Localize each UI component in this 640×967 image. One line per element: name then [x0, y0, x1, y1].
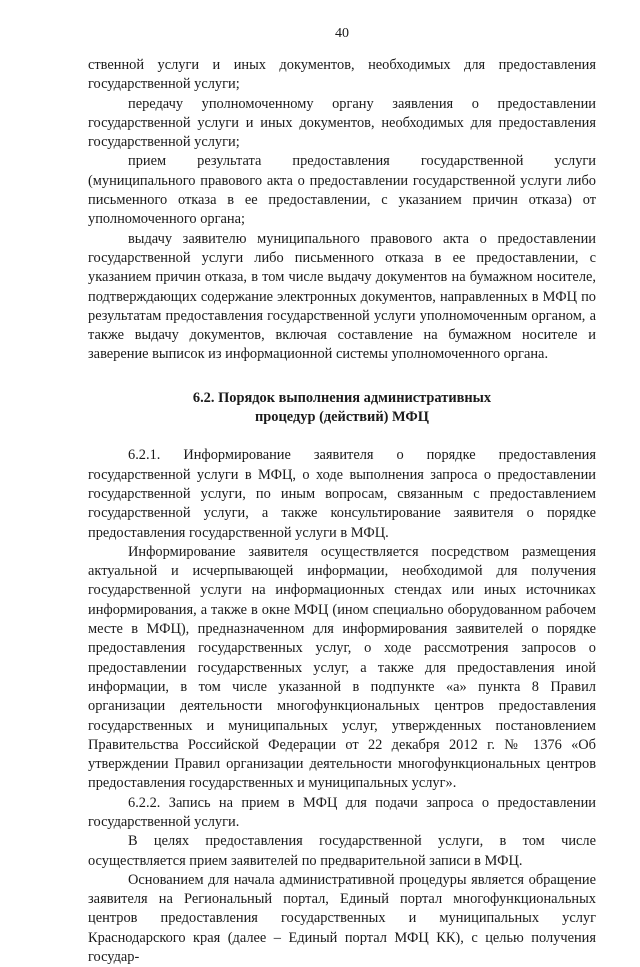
paragraph-basis: Основанием для начала административной процедуры является обращение заявителя на Региональный портал, Единый портал многофункциональных центров предоставления государственных и муниципальных услуг Краснодарского края (далее – Единый портал МФЦ КК), с целью получения государ-: [88, 871, 596, 966]
section-heading-line1: 6.2. Порядок выполнения административных: [192, 389, 492, 406]
paragraph-transfer: передачу уполномоченному органу заявления о предоставлении государственной услуги и иных документов, необходимых для предоставления государственной услуги;: [88, 95, 596, 151]
section-heading: [88, 389, 596, 428]
paragraph-receive-result: прием результата предоставления государственной услуги (муниципального правового акта о предоставлении государственной услуги либо письменного отказа в ее предоставлении, с указанием причин отказа) от уполномоченного органа;: [88, 153, 596, 228]
paragraph-6-2-2: 6.2.2. Запись на прием в МФЦ для подачи запроса о предоставлении государственной услуги.: [88, 794, 596, 830]
page-number: 40: [335, 26, 349, 41]
paragraph-appointment: В целях предоставления государственной услуги, в том числе осуществляется прием заявителей по предварительной записи в МФЦ.: [88, 833, 596, 869]
paragraph-issue-result: выдачу заявителю муниципального правового акта о предоставлении государственной услуги либо письменного отказа в ее предоставлении, с указанием причин отказа, в том числе выдачу документов на бумажном носителе, подтверждающих содержание электронных документов, направленных в МФЦ по результатам предоставления государственной услуги уполномоченным органом, а также выдачу документов, включая составление на бумажном носителе и заверение выписок из информационной системы уполномоченного органа.: [88, 230, 596, 363]
section-heading-line2: процедур (действий) МФЦ: [255, 409, 429, 426]
paragraph-informing: Информирование заявителя осуществляется посредством размещения актуальной и исчерпывающей информации, необходимой для получения государственной услуги на информационных стендах или иных источниках информирования, а также в окне МФЦ (ином специально оборудованном рабочем месте в МФЦ), предназначенном для информирования заявителей о порядке предоставления государственных услуг, о ходе рассмотрения запросов о предоставлении государственных услуг, а также для предоставления иной информации, в том числе указанной в подпункте «а» пункта 8 Правил организации деятельности многофункциональных центров предоставления государственных и муниципальных услуг, утвержденных постановлением Правительства Российской Федерации от 22 декабря 2012 г. № 1376 «Об утверждении Правил организации деятельности многофункциональных центров предоставления государственных и муниципальных услуг».: [88, 543, 596, 792]
paragraph-6-2-1: 6.2.1. Информирование заявителя о порядке предоставления государственной услуги в МФЦ, о ходе выполнения запроса о предоставлении государственной услуги, по иным вопросам, связанным с предоставлением государственной услуги, а также консультирование заявителя о порядке предоставления государственной услуги в МФЦ.: [88, 447, 596, 541]
paragraph-continuation: ственной услуги и иных документов, необходимых для предоставления государственной услуги;: [88, 57, 596, 93]
